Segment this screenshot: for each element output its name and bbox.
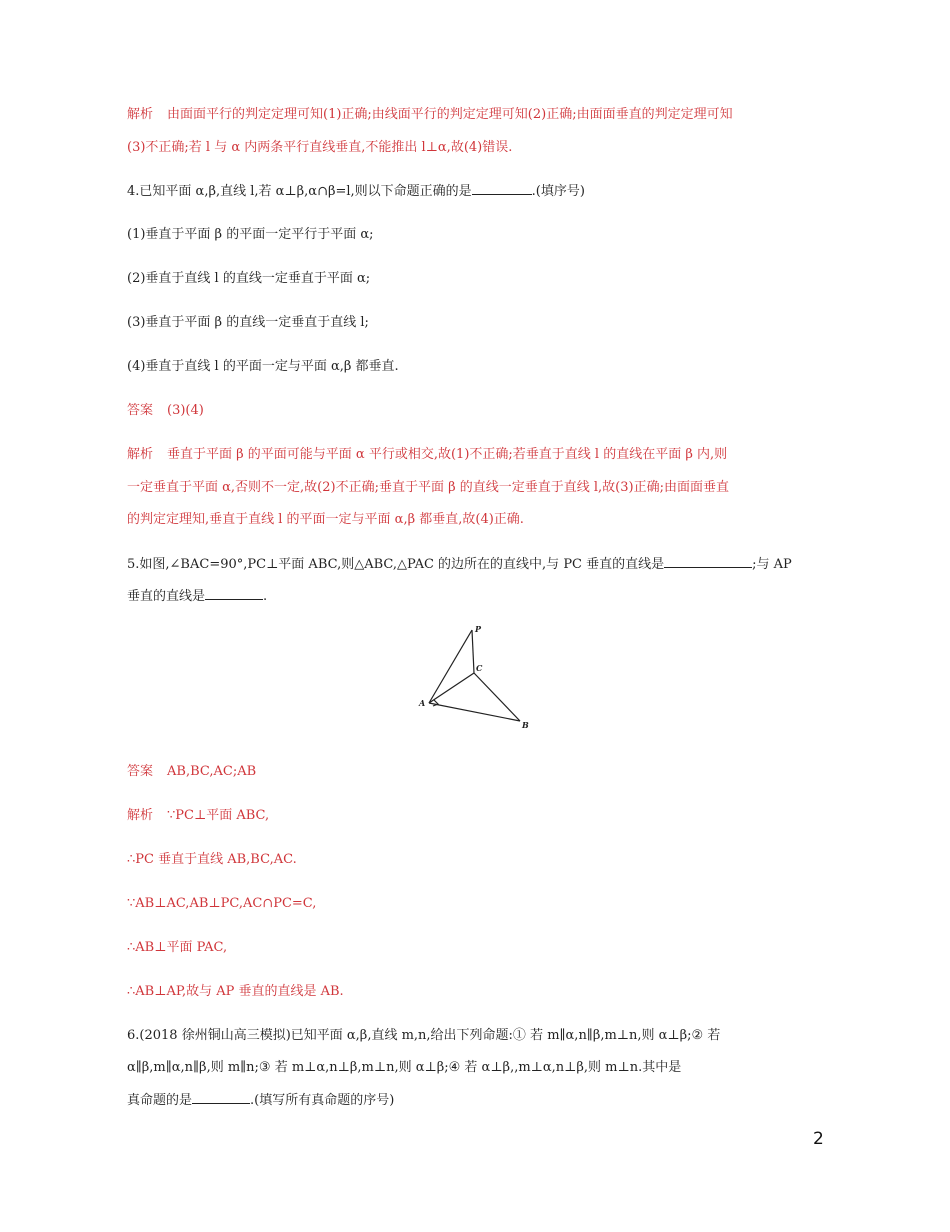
question-5-text-c: 垂直的直线是: [127, 589, 206, 604]
answer-5: [127, 763, 256, 781]
question-6-line-1: 6.(2018 徐州铜山高三模拟)已知平面 α,β,直线 m,n,给出下列命题:① 若 m∥α,n∥β,m⊥n,则 α⊥β;② 若: [127, 1028, 721, 1043]
page-number: 2: [813, 1129, 824, 1149]
question-6-line-2: α∥β,m∥α,n∥β,则 m∥n;③ 若 m⊥α,n⊥β,m⊥n,则 α⊥β;④ 若 α⊥β,,m⊥α,n⊥β,则 m⊥n.其中是: [127, 1060, 682, 1075]
question-4-option-3: (3)垂直于平面 β 的直线一定垂直于直线 l;: [127, 315, 369, 330]
question-5-text-d: .: [263, 589, 268, 604]
explanation-text: ∵PC⊥平面 ABC,: [167, 808, 270, 823]
answer-blank: [192, 1091, 250, 1104]
question-5-line-1: [127, 555, 792, 574]
answer-text: (3)(4): [167, 403, 204, 418]
label-a: A: [419, 698, 426, 708]
question-4-text: 4.已知平面 α,β,直线 l,若 α⊥β,α∩β=l,则以下命题正确的是: [127, 184, 472, 199]
explanation-5-line-5: ∴AB⊥AP,故与 AP 垂直的直线是 AB.: [127, 984, 344, 999]
explanation-5-line-1: [127, 807, 269, 825]
explanation-text: 垂直于平面 β 的平面可能与平面 α 平行或相交,故(1)不正确;若垂直于直线 l 的直线在平面 β 内,则: [167, 447, 728, 462]
explanation-label: 解析: [127, 447, 154, 462]
explanation-4-line-2: 一定垂直于平面 α,否则不一定,故(2)不正确;垂直于平面 β 的直线一定垂直于直线 l,故(3)正确;由面面垂直: [127, 480, 729, 495]
answer-label: 答案: [127, 403, 154, 418]
explanation-label: 解析: [127, 808, 154, 823]
label-c: C: [476, 663, 483, 673]
explanation-label: 解析: [127, 107, 154, 122]
answer-4: [127, 402, 204, 420]
answer-label: 答案: [127, 764, 154, 779]
explanation-4-line-3: 的判定定理知,垂直于直线 l 的平面一定与平面 α,β 都垂直,故(4)正确.: [127, 512, 524, 527]
question-6-tail: .(填写所有真命题的序号): [250, 1093, 395, 1108]
edge-ab: [429, 703, 520, 721]
label-b: B: [522, 720, 529, 730]
explanation-5-line-4: ∴AB⊥平面 PAC,: [127, 940, 228, 955]
edge-pa: [429, 630, 472, 703]
answer-blank: [205, 587, 263, 600]
explanation-3-line-1: [127, 106, 733, 124]
question-6-line-3: [127, 1091, 394, 1110]
question-6-text: 真命题的是: [127, 1093, 193, 1108]
answer-text: AB,BC,AC;AB: [167, 764, 257, 779]
question-4-option-4: (4)垂直于直线 l 的平面一定与平面 α,β 都垂直.: [127, 359, 399, 374]
question-4-option-1: (1)垂直于平面 β 的平面一定平行于平面 α;: [127, 227, 374, 242]
edge-ac: [429, 673, 474, 703]
answer-blank: [664, 555, 752, 568]
explanation-5-line-2: ∴PC 垂直于直线 AB,BC,AC.: [127, 852, 297, 867]
question-5-line-2: [127, 587, 267, 606]
explanation-3-line-2: (3)不正确;若 l 与 α 内两条平行直线垂直,不能推出 l⊥α,故(4)错误.: [127, 140, 513, 155]
answer-blank: [472, 182, 532, 195]
explanation-5-line-3: ∵AB⊥AC,AB⊥PC,AC∩PC=C,: [127, 896, 317, 911]
question-4-tail: .(填序号): [531, 184, 585, 199]
explanation-4-line-1: [127, 446, 727, 464]
edge-pc: [472, 630, 474, 673]
explanation-text: 由面面平行的判定定理可知(1)正确;由线面平行的判定定理可知(2)正确;由面面垂直的判定定理可知: [167, 107, 733, 122]
label-p: P: [475, 624, 482, 634]
question-5-text-b: ;与 AP: [752, 557, 792, 572]
question-4-option-2: (2)垂直于直线 l 的直线一定垂直于平面 α;: [127, 271, 371, 286]
geometry-figure: [415, 622, 535, 734]
question-5-text: 5.如图,∠BAC=90°,PC⊥平面 ABC,则△ABC,△PAC 的边所在的直线中,与 PC 垂直的直线是: [127, 557, 665, 572]
question-4-stem: [127, 182, 585, 201]
